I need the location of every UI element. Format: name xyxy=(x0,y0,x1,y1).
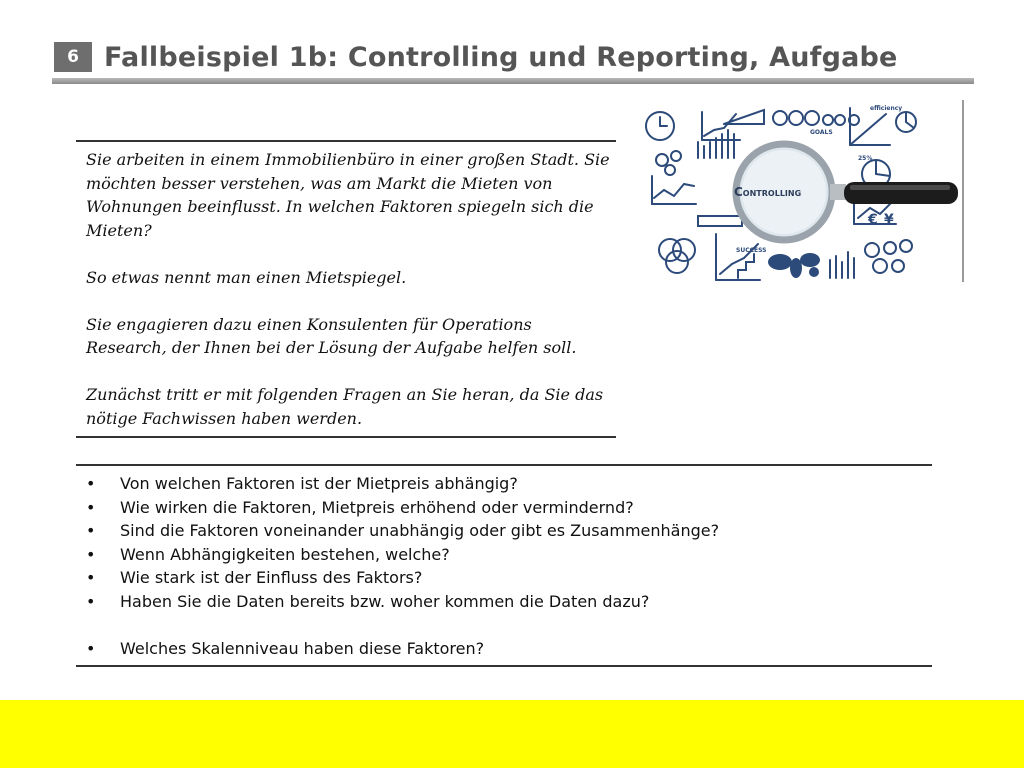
intro-paragraph-2: So etwas nennt man einen Mietspiegel. xyxy=(86,267,407,287)
intro-paragraph-4: Zunächst tritt er mit folgenden Fragen an Sie heran, da Sie das nötige Fachwissen haben werden. xyxy=(86,385,604,428)
question-list-box xyxy=(76,464,932,667)
bar-chart-icon xyxy=(698,130,734,158)
ramp-chart-icon xyxy=(724,110,764,124)
controlling-illustration-svg xyxy=(640,100,962,282)
line-chart-icon xyxy=(652,176,696,204)
question-text: Wenn Abhängigkeiten bestehen, welche? xyxy=(120,544,450,564)
intro-text-box xyxy=(76,140,616,438)
world-map-icon xyxy=(768,253,820,278)
table-icon xyxy=(698,216,742,226)
list-item xyxy=(86,472,932,496)
list-item xyxy=(86,637,932,661)
gears-right-icon xyxy=(865,240,912,273)
question-list xyxy=(86,472,932,660)
controlling-illustration xyxy=(640,100,964,282)
clock-icon xyxy=(646,112,674,140)
bottom-bar-chart-icon xyxy=(830,252,854,278)
bullet: • xyxy=(86,544,96,564)
list-item xyxy=(86,590,932,614)
percent-text: 25% xyxy=(858,155,873,162)
success-text: SUCCESS xyxy=(736,247,767,254)
slide-number-badge: 6 xyxy=(54,42,92,72)
bullet: • xyxy=(86,474,96,493)
bullet: • xyxy=(86,568,96,587)
goals-text: GOALS xyxy=(810,129,833,136)
bike-icon xyxy=(823,115,859,125)
footer-bar xyxy=(0,700,1024,768)
euro-icon: € xyxy=(868,212,878,228)
bullet: • xyxy=(86,591,96,611)
question-text: Sind die Faktoren voneinander unabhängig oder gibt es Zusammenhänge? xyxy=(120,521,720,540)
smiley-icons xyxy=(773,111,819,125)
question-text: Welches Skalenniveau haben diese Faktoren? xyxy=(120,638,485,658)
efficiency-text: efficiency xyxy=(870,105,903,112)
bullet: • xyxy=(86,638,96,658)
question-text: Wie stark ist der Einfluss des Faktors? xyxy=(120,568,423,587)
question-text: Haben Sie die Daten bereits bzw. woher kommen die Daten dazu? xyxy=(120,591,650,611)
question-text: Von welchen Faktoren ist der Mietpreis abhängig? xyxy=(120,474,518,493)
steps-icon xyxy=(738,254,754,278)
yen-icon: ¥ xyxy=(884,212,894,228)
pie-chart-icon xyxy=(896,112,916,132)
venn-diagram-icon xyxy=(659,239,695,273)
intro-paragraph-3: Sie engagieren dazu einen Konsulenten für Operations Research, der Ihnen bei der Lösung der Aufgabe helfen soll. xyxy=(86,314,577,357)
list-item xyxy=(86,543,932,567)
list-item xyxy=(86,496,932,520)
title-underline xyxy=(52,78,974,84)
bullet: • xyxy=(86,521,96,540)
question-text: Wie wirken die Faktoren, Mietpreis erhöhend oder vermindernd? xyxy=(120,497,634,517)
bullet: • xyxy=(86,497,96,517)
lens-label: Controlling xyxy=(734,185,802,199)
slide-title: Fallbeispiel 1b: Controlling und Reporting, Aufgabe xyxy=(104,42,898,73)
intro-paragraph-1: Sie arbeiten in einem Immobilienbüro in einer großen Stadt. Sie möchten besser verstehen, was am Markt die Mieten von Wohnungen beeinflusst. In welchen Faktoren spiegeln sich die Mieten? xyxy=(86,150,610,240)
list-item xyxy=(86,566,932,590)
list-item xyxy=(86,519,932,543)
scatter-axes-icon xyxy=(850,108,890,145)
gears-icon xyxy=(656,151,681,175)
